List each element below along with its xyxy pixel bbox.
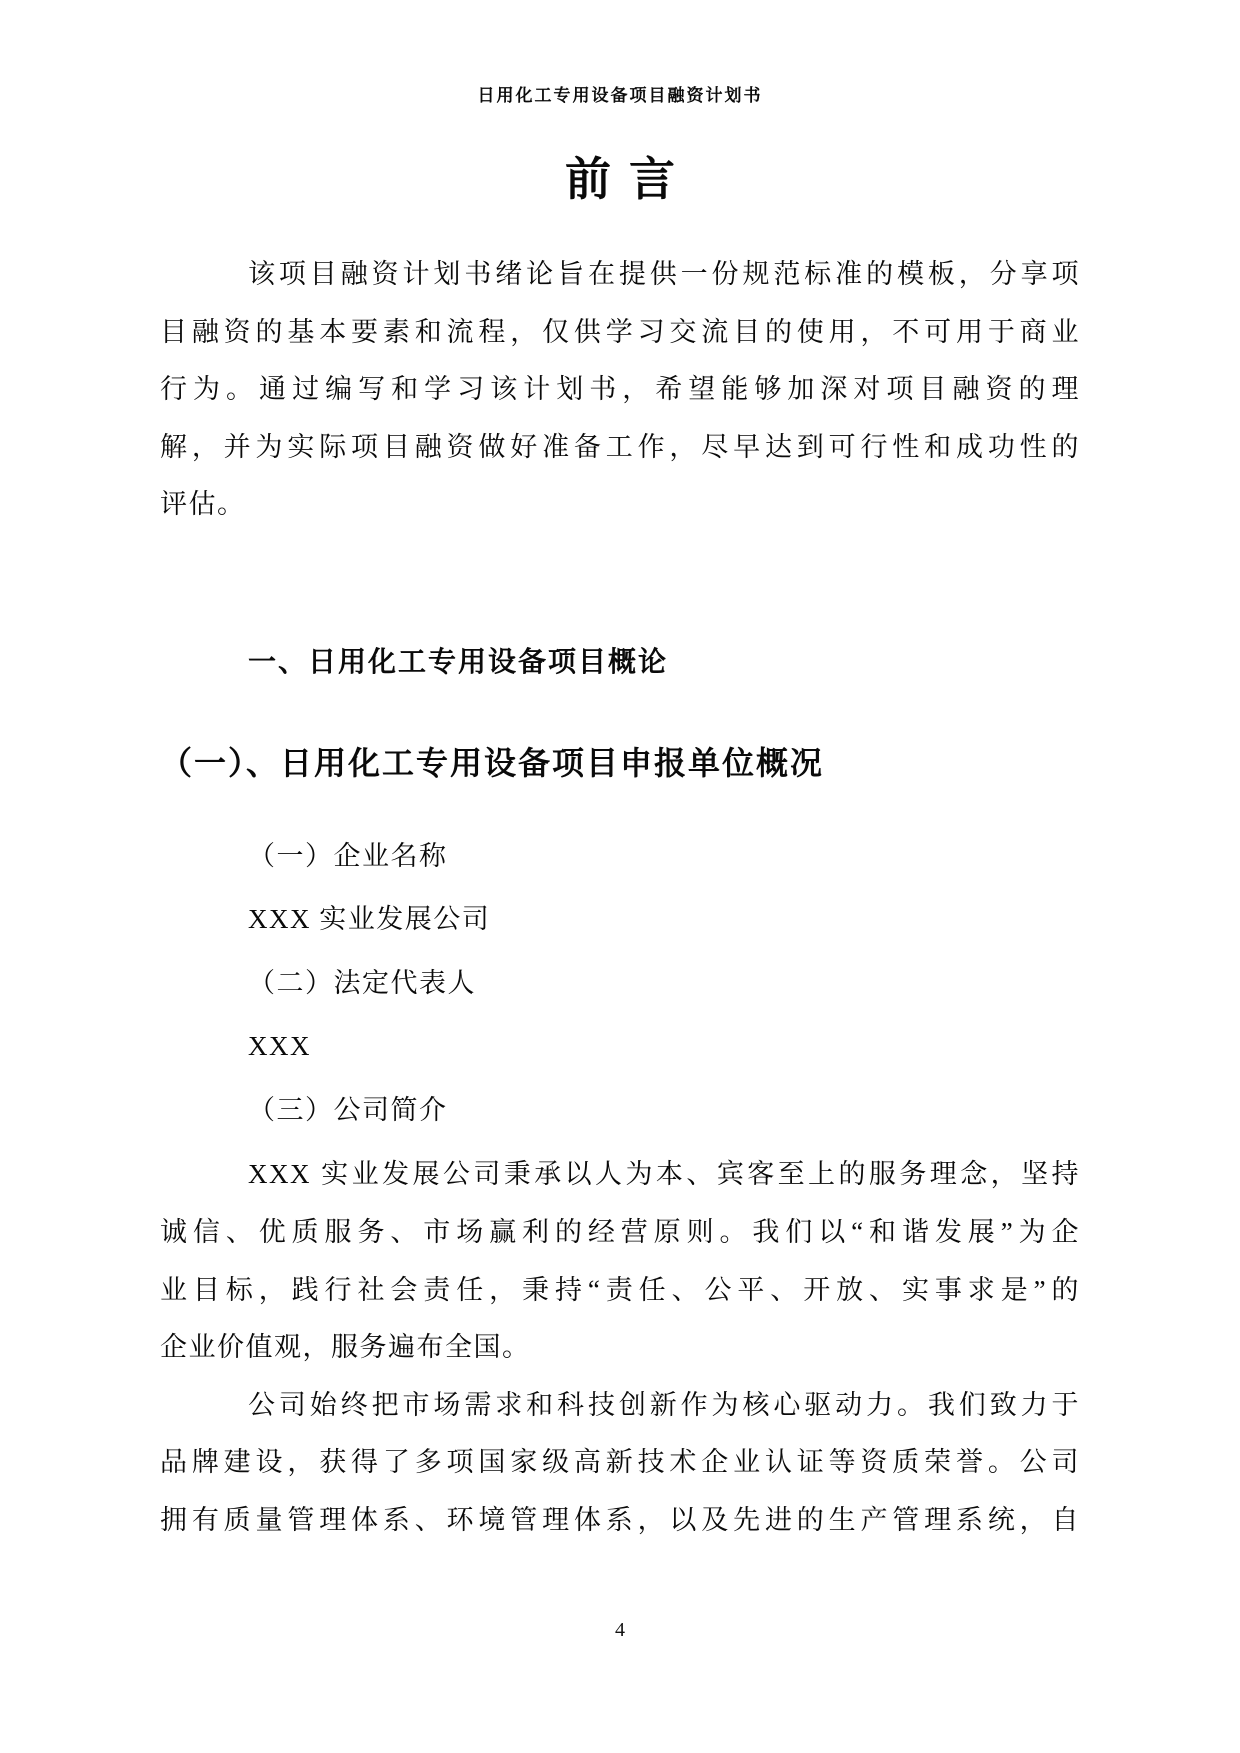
list-item: （一）企业名称 — [248, 840, 448, 871]
list-item: （二）法定代表人 — [248, 967, 476, 998]
text-line: 公司始终把市场需求和科技创新作为核心驱动力。我们致力于 — [248, 1389, 1080, 1420]
document-header: 日用化工专用设备项目融资计划书 — [477, 86, 763, 105]
preface-paragraph — [160, 246, 1080, 534]
section-heading: 一、日用化工专用设备项目概论 — [248, 646, 669, 678]
applicant-info-list — [160, 825, 1080, 1143]
text-line: 诚信、优质服务、市场赢利的经营原则。我们以“和谐发展”为企 — [160, 1217, 1080, 1248]
text-line: XXX 实业发展公司秉承以人为本、宾客至上的服务理念，坚持 — [248, 1159, 1080, 1190]
company-profile-paragraph — [160, 1146, 1080, 1376]
document-title: 前言 — [565, 154, 693, 205]
list-item: （三）公司简介 — [248, 1094, 448, 1125]
text-line: 该项目融资计划书绪论旨在提供一份规范标准的模板，分享项 — [248, 259, 1080, 289]
text-line: 行为。通过编写和学习该计划书，希望能够加深对项目融资的理 — [160, 374, 1080, 405]
text-line: 品牌建设，获得了多项国家级高新技术企业认证等资质荣誉。公司 — [160, 1447, 1080, 1478]
text-line: 拥有质量管理体系、环境管理体系，以及先进的生产管理系统，自 — [160, 1505, 1080, 1536]
list-item: XXX 实业发展公司 — [248, 904, 491, 935]
list-item: XXX — [248, 1031, 311, 1062]
company-profile-paragraph-2 — [160, 1377, 1080, 1550]
text-line: 业目标，践行社会责任，秉持“责任、公平、开放、实事求是”的 — [160, 1274, 1080, 1305]
text-line: 解，并为实际项目融资做好准备工作，尽早达到可行性和成功性的 — [160, 431, 1080, 462]
text-line: 评估。 — [160, 489, 246, 520]
page-number: 4 — [615, 1619, 625, 1641]
text-line: 企业价值观，服务遍布全国。 — [160, 1332, 531, 1363]
text-line: 目融资的基本要素和流程，仅供学习交流目的使用，不可用于商业 — [160, 316, 1080, 347]
subsection-heading: （一）、日用化工专用设备项目申报单位概况 — [160, 744, 825, 781]
